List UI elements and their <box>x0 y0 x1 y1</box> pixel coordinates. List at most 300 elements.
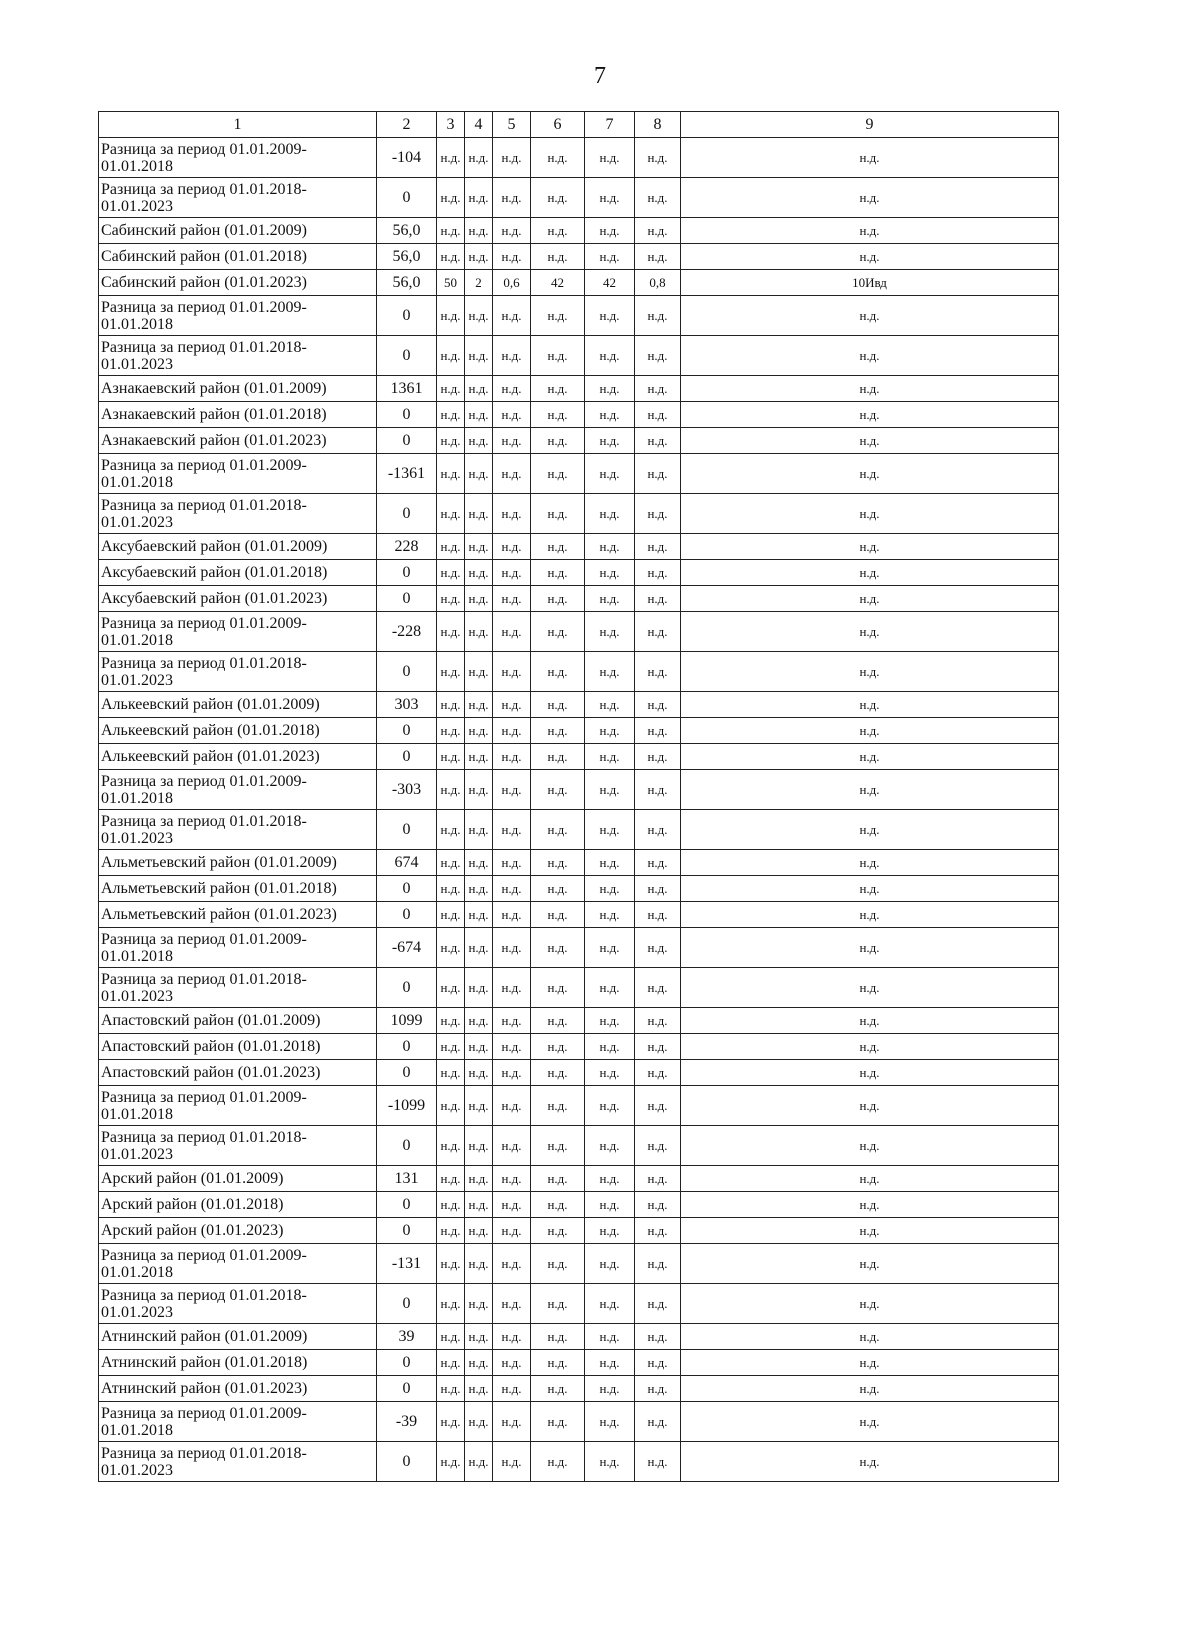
table-cell-col-9: н.д. <box>681 376 1059 402</box>
row-label-cell: Разница за период 01.01.2009-01.01.2018 <box>99 770 377 810</box>
row-label-cell: Разница за период 01.01.2009-01.01.2018 <box>99 1086 377 1126</box>
row-label-cell: Сабинский район (01.01.2009) <box>99 218 377 244</box>
table-cell-col-6: н.д. <box>531 902 585 928</box>
table-cell-col-7: н.д. <box>585 928 635 968</box>
table-cell-col-4: н.д. <box>465 1060 493 1086</box>
table-row <box>99 1008 1059 1034</box>
table-cell-col-8: н.д. <box>635 1166 681 1192</box>
table-cell-col-8: н.д. <box>635 1324 681 1350</box>
row-label-cell: Апастовский район (01.01.2009) <box>99 1008 377 1034</box>
row-label-cell: Аксубаевский район (01.01.2018) <box>99 560 377 586</box>
column-header-6: 6 <box>531 112 585 138</box>
table-cell-col-9: н.д. <box>681 1008 1059 1034</box>
table-cell-col-2: -674 <box>377 928 437 968</box>
table-cell-col-3: н.д. <box>437 244 465 270</box>
table-row <box>99 494 1059 534</box>
table-row <box>99 770 1059 810</box>
table-cell-col-9: н.д. <box>681 876 1059 902</box>
table-cell-col-2: 0 <box>377 494 437 534</box>
row-label-cell: Альметьевский район (01.01.2023) <box>99 902 377 928</box>
table-cell-col-7: н.д. <box>585 652 635 692</box>
table-cell-col-5: н.д. <box>493 1008 531 1034</box>
table-cell-col-7: н.д. <box>585 296 635 336</box>
table-cell-col-7: н.д. <box>585 612 635 652</box>
column-header-5: 5 <box>493 112 531 138</box>
row-label-cell: Азнакаевский район (01.01.2018) <box>99 402 377 428</box>
table-cell-col-2: 0 <box>377 744 437 770</box>
table-cell-col-5: 0,6 <box>493 270 531 296</box>
table-cell-col-3: н.д. <box>437 612 465 652</box>
table-cell-col-2: 674 <box>377 850 437 876</box>
table-cell-col-2: 56,0 <box>377 244 437 270</box>
table-cell-col-6: н.д. <box>531 1218 585 1244</box>
table-cell-col-9: н.д. <box>681 1284 1059 1324</box>
table-cell-col-9: н.д. <box>681 928 1059 968</box>
table-cell-col-4: н.д. <box>465 402 493 428</box>
table-cell-col-9: н.д. <box>681 336 1059 376</box>
table-cell-col-4: н.д. <box>465 612 493 652</box>
table-cell-col-6: н.д. <box>531 1126 585 1166</box>
row-label-cell: Разница за период 01.01.2018-01.01.2023 <box>99 810 377 850</box>
table-cell-col-5: н.д. <box>493 692 531 718</box>
table-row <box>99 270 1059 296</box>
table-cell-col-9: н.д. <box>681 612 1059 652</box>
table-row <box>99 1126 1059 1166</box>
table-cell-col-3: н.д. <box>437 296 465 336</box>
table-cell-col-8: н.д. <box>635 1060 681 1086</box>
table-cell-col-8: н.д. <box>635 1086 681 1126</box>
table-cell-col-6: н.д. <box>531 928 585 968</box>
table-cell-col-8: 0,8 <box>635 270 681 296</box>
table-cell-col-9: н.д. <box>681 1126 1059 1166</box>
table-cell-col-7: н.д. <box>585 138 635 178</box>
table-cell-col-9: н.д. <box>681 586 1059 612</box>
table-row <box>99 244 1059 270</box>
table-cell-col-9: н.д. <box>681 810 1059 850</box>
table-cell-col-8: н.д. <box>635 560 681 586</box>
table-cell-col-8: н.д. <box>635 1034 681 1060</box>
table-cell-col-2: 0 <box>377 1060 437 1086</box>
table-cell-col-7: н.д. <box>585 902 635 928</box>
table-cell-col-9: н.д. <box>681 402 1059 428</box>
row-label-cell: Разница за период 01.01.2018-01.01.2023 <box>99 178 377 218</box>
table-body <box>99 138 1059 1482</box>
table-cell-col-3: н.д. <box>437 1034 465 1060</box>
table-cell-col-8: н.д. <box>635 178 681 218</box>
page-number: 7 <box>594 63 606 89</box>
table-cell-col-6: н.д. <box>531 1442 585 1482</box>
table-cell-col-9: 10Ивд <box>681 270 1059 296</box>
table-cell-col-5: н.д. <box>493 1218 531 1244</box>
table-cell-col-6: н.д. <box>531 534 585 560</box>
table-cell-col-7: н.д. <box>585 1086 635 1126</box>
row-label-cell: Азнакаевский район (01.01.2023) <box>99 428 377 454</box>
table-cell-col-5: н.д. <box>493 376 531 402</box>
table-cell-col-9: н.д. <box>681 652 1059 692</box>
table-cell-col-9: н.д. <box>681 1192 1059 1218</box>
table-row <box>99 218 1059 244</box>
column-header-9: 9 <box>681 112 1059 138</box>
table-cell-col-4: н.д. <box>465 692 493 718</box>
table-cell-col-5: н.д. <box>493 336 531 376</box>
table-cell-col-4: н.д. <box>465 336 493 376</box>
table-cell-col-4: н.д. <box>465 1008 493 1034</box>
table-row <box>99 652 1059 692</box>
table-cell-col-7: н.д. <box>585 1166 635 1192</box>
row-label-cell: Атнинский район (01.01.2023) <box>99 1376 377 1402</box>
table-cell-col-2: 0 <box>377 1192 437 1218</box>
column-header-2: 2 <box>377 112 437 138</box>
table-cell-col-8: н.д. <box>635 244 681 270</box>
table-cell-col-6: н.д. <box>531 586 585 612</box>
table-cell-col-5: н.д. <box>493 652 531 692</box>
table-cell-col-5: н.д. <box>493 296 531 336</box>
table-cell-col-2: 56,0 <box>377 270 437 296</box>
table-cell-col-7: н.д. <box>585 534 635 560</box>
table-cell-col-8: н.д. <box>635 902 681 928</box>
table-row <box>99 336 1059 376</box>
table-cell-col-4: н.д. <box>465 770 493 810</box>
table-cell-col-3: н.д. <box>437 652 465 692</box>
table-cell-col-6: н.д. <box>531 744 585 770</box>
table-cell-col-2: 0 <box>377 336 437 376</box>
table-row <box>99 928 1059 968</box>
table-cell-col-2: -131 <box>377 1244 437 1284</box>
table-cell-col-3: н.д. <box>437 1350 465 1376</box>
table-cell-col-4: н.д. <box>465 178 493 218</box>
table-cell-col-6: н.д. <box>531 1284 585 1324</box>
table-cell-col-8: н.д. <box>635 586 681 612</box>
table-cell-col-4: н.д. <box>465 1034 493 1060</box>
table-cell-col-2: 0 <box>377 1218 437 1244</box>
row-label-cell: Атнинский район (01.01.2009) <box>99 1324 377 1350</box>
table-row <box>99 1060 1059 1086</box>
table-cell-col-6: н.д. <box>531 1008 585 1034</box>
table-cell-col-4: н.д. <box>465 1086 493 1126</box>
table-cell-col-4: 2 <box>465 270 493 296</box>
table-cell-col-8: н.д. <box>635 718 681 744</box>
table-row <box>99 1244 1059 1284</box>
table-cell-col-5: н.д. <box>493 1192 531 1218</box>
table-cell-col-5: н.д. <box>493 1166 531 1192</box>
table-cell-col-8: н.д. <box>635 744 681 770</box>
table-cell-col-4: н.д. <box>465 928 493 968</box>
table-cell-col-2: 0 <box>377 1034 437 1060</box>
table-cell-col-8: н.д. <box>635 928 681 968</box>
table-cell-col-3: н.д. <box>437 1086 465 1126</box>
table-cell-col-9: н.д. <box>681 244 1059 270</box>
table-cell-col-3: н.д. <box>437 928 465 968</box>
table-cell-col-2: 0 <box>377 968 437 1008</box>
table-cell-col-7: н.д. <box>585 1126 635 1166</box>
table-cell-col-3: н.д. <box>437 560 465 586</box>
table-cell-col-2: 0 <box>377 428 437 454</box>
row-label-cell: Алькеевский район (01.01.2018) <box>99 718 377 744</box>
table-cell-col-8: н.д. <box>635 1284 681 1324</box>
table-cell-col-9: н.д. <box>681 494 1059 534</box>
table-cell-col-3: н.д. <box>437 1166 465 1192</box>
table-cell-col-5: н.д. <box>493 534 531 560</box>
row-label-cell: Атнинский район (01.01.2018) <box>99 1350 377 1376</box>
table-cell-col-7: н.д. <box>585 586 635 612</box>
table-cell-col-8: н.д. <box>635 1192 681 1218</box>
table-cell-col-6: н.д. <box>531 494 585 534</box>
table-cell-col-9: н.д. <box>681 1060 1059 1086</box>
table-cell-col-3: н.д. <box>437 1192 465 1218</box>
table-cell-col-2: -39 <box>377 1402 437 1442</box>
table-cell-col-6: н.д. <box>531 1192 585 1218</box>
table-cell-col-9: н.д. <box>681 534 1059 560</box>
table-cell-col-4: н.д. <box>465 376 493 402</box>
table-cell-col-4: н.д. <box>465 876 493 902</box>
table-cell-col-4: н.д. <box>465 1126 493 1166</box>
table-cell-col-3: н.д. <box>437 1442 465 1482</box>
table-cell-col-5: н.д. <box>493 1284 531 1324</box>
table-cell-col-7: н.д. <box>585 850 635 876</box>
table-cell-col-2: 0 <box>377 586 437 612</box>
table-cell-col-4: н.д. <box>465 1166 493 1192</box>
row-label-cell: Разница за период 01.01.2018-01.01.2023 <box>99 1284 377 1324</box>
table-cell-col-7: н.д. <box>585 692 635 718</box>
table-cell-col-8: н.д. <box>635 454 681 494</box>
table-cell-col-2: 0 <box>377 1376 437 1402</box>
table-cell-col-7: н.д. <box>585 1192 635 1218</box>
table-cell-col-5: н.д. <box>493 612 531 652</box>
table-cell-col-8: н.д. <box>635 296 681 336</box>
table-cell-col-8: н.д. <box>635 1350 681 1376</box>
row-label-cell: Разница за период 01.01.2009-01.01.2018 <box>99 612 377 652</box>
table-cell-col-3: н.д. <box>437 138 465 178</box>
table-cell-col-4: н.д. <box>465 652 493 692</box>
table-cell-col-9: н.д. <box>681 1086 1059 1126</box>
table-cell-col-6: н.д. <box>531 1350 585 1376</box>
table-cell-col-4: н.д. <box>465 586 493 612</box>
table-cell-col-6: н.д. <box>531 1402 585 1442</box>
row-label-cell: Апастовский район (01.01.2018) <box>99 1034 377 1060</box>
table-cell-col-4: н.д. <box>465 494 493 534</box>
table-cell-col-2: 0 <box>377 876 437 902</box>
row-label-cell: Разница за период 01.01.2018-01.01.2023 <box>99 494 377 534</box>
table-cell-col-5: н.д. <box>493 1086 531 1126</box>
table-cell-col-6: н.д. <box>531 652 585 692</box>
table-cell-col-7: н.д. <box>585 1324 635 1350</box>
table-cell-col-3: н.д. <box>437 1324 465 1350</box>
table-cell-col-3: н.д. <box>437 178 465 218</box>
table-cell-col-2: 0 <box>377 560 437 586</box>
table-cell-col-2: 1361 <box>377 376 437 402</box>
table-cell-col-6: н.д. <box>531 560 585 586</box>
table-cell-col-9: н.д. <box>681 744 1059 770</box>
table-cell-col-8: н.д. <box>635 428 681 454</box>
table-cell-col-7: н.д. <box>585 1442 635 1482</box>
table-cell-col-2: -1099 <box>377 1086 437 1126</box>
table-cell-col-6: н.д. <box>531 968 585 1008</box>
table-cell-col-8: н.д. <box>635 770 681 810</box>
table-cell-col-7: н.д. <box>585 1060 635 1086</box>
table-cell-col-9: н.д. <box>681 454 1059 494</box>
table-row <box>99 560 1059 586</box>
table-cell-col-9: н.д. <box>681 560 1059 586</box>
table-cell-col-6: н.д. <box>531 454 585 494</box>
table-cell-col-7: 42 <box>585 270 635 296</box>
column-header-4: 4 <box>465 112 493 138</box>
row-label-cell: Сабинский район (01.01.2023) <box>99 270 377 296</box>
table-cell-col-6: н.д. <box>531 402 585 428</box>
table-cell-col-9: н.д. <box>681 1218 1059 1244</box>
table-cell-col-2: -104 <box>377 138 437 178</box>
table-cell-col-3: н.д. <box>437 1060 465 1086</box>
table-cell-col-5: н.д. <box>493 1442 531 1482</box>
table-cell-col-4: н.д. <box>465 454 493 494</box>
table-cell-col-9: н.д. <box>681 1034 1059 1060</box>
table-cell-col-9: н.д. <box>681 1350 1059 1376</box>
table-cell-col-5: н.д. <box>493 902 531 928</box>
table-cell-col-8: н.д. <box>635 1402 681 1442</box>
table-cell-col-7: н.д. <box>585 968 635 1008</box>
table-cell-col-7: н.д. <box>585 178 635 218</box>
table-cell-col-2: 0 <box>377 1284 437 1324</box>
table-cell-col-4: н.д. <box>465 244 493 270</box>
column-header-7: 7 <box>585 112 635 138</box>
table-cell-col-4: н.д. <box>465 1402 493 1442</box>
table-cell-col-6: н.д. <box>531 138 585 178</box>
table-row <box>99 1086 1059 1126</box>
table-cell-col-6: н.д. <box>531 1034 585 1060</box>
table-cell-col-4: н.д. <box>465 1244 493 1284</box>
table-cell-col-5: н.д. <box>493 402 531 428</box>
table-cell-col-9: н.д. <box>681 902 1059 928</box>
table-cell-col-3: н.д. <box>437 494 465 534</box>
row-label-cell: Разница за период 01.01.2018-01.01.2023 <box>99 652 377 692</box>
table-cell-col-8: н.д. <box>635 218 681 244</box>
table-cell-col-4: н.д. <box>465 218 493 244</box>
table-row <box>99 1218 1059 1244</box>
table-cell-col-3: н.д. <box>437 454 465 494</box>
table-cell-col-5: н.д. <box>493 850 531 876</box>
table-cell-col-5: н.д. <box>493 968 531 1008</box>
table-row <box>99 1324 1059 1350</box>
table-cell-col-3: н.д. <box>437 534 465 560</box>
table-cell-col-8: н.д. <box>635 692 681 718</box>
table-row <box>99 376 1059 402</box>
table-cell-col-7: н.д. <box>585 560 635 586</box>
table-cell-col-6: н.д. <box>531 1166 585 1192</box>
table-cell-col-8: н.д. <box>635 1376 681 1402</box>
table-row <box>99 1402 1059 1442</box>
table-cell-col-7: н.д. <box>585 1284 635 1324</box>
table-cell-col-5: н.д. <box>493 718 531 744</box>
table-cell-col-6: н.д. <box>531 810 585 850</box>
table-row <box>99 1442 1059 1482</box>
table-row <box>99 1192 1059 1218</box>
table-cell-col-6: н.д. <box>531 336 585 376</box>
table-row <box>99 744 1059 770</box>
table-cell-col-9: н.д. <box>681 428 1059 454</box>
table-cell-col-7: н.д. <box>585 1376 635 1402</box>
table-cell-col-3: н.д. <box>437 1402 465 1442</box>
table-cell-col-7: н.д. <box>585 1402 635 1442</box>
row-label-cell: Арский район (01.01.2023) <box>99 1218 377 1244</box>
table-cell-col-5: н.д. <box>493 1060 531 1086</box>
table-cell-col-5: н.д. <box>493 1376 531 1402</box>
table-cell-col-6: н.д. <box>531 612 585 652</box>
table-cell-col-6: н.д. <box>531 1324 585 1350</box>
table-cell-col-5: н.д. <box>493 138 531 178</box>
table-cell-col-6: н.д. <box>531 244 585 270</box>
table-cell-col-4: н.д. <box>465 534 493 560</box>
table-cell-col-7: н.д. <box>585 1218 635 1244</box>
table-cell-col-5: н.д. <box>493 428 531 454</box>
table-cell-col-8: н.д. <box>635 376 681 402</box>
table-cell-col-5: н.д. <box>493 876 531 902</box>
table-cell-col-5: н.д. <box>493 244 531 270</box>
table-row <box>99 1166 1059 1192</box>
table-cell-col-2: 303 <box>377 692 437 718</box>
table-cell-col-4: н.д. <box>465 428 493 454</box>
table-cell-col-3: н.д. <box>437 692 465 718</box>
table-cell-col-2: 0 <box>377 402 437 428</box>
table-cell-col-7: н.д. <box>585 770 635 810</box>
table-cell-col-8: н.д. <box>635 968 681 1008</box>
table-cell-col-6: н.д. <box>531 218 585 244</box>
row-label-cell: Разница за период 01.01.2018-01.01.2023 <box>99 1442 377 1482</box>
table-cell-col-2: 39 <box>377 1324 437 1350</box>
table-row <box>99 902 1059 928</box>
header-row <box>99 112 1059 138</box>
table-row <box>99 586 1059 612</box>
table-cell-col-5: н.д. <box>493 1244 531 1284</box>
table-row <box>99 1376 1059 1402</box>
table-cell-col-3: н.д. <box>437 336 465 376</box>
table-cell-col-4: н.д. <box>465 296 493 336</box>
table-cell-col-6: н.д. <box>531 876 585 902</box>
table-cell-col-9: н.д. <box>681 138 1059 178</box>
table-cell-col-4: н.д. <box>465 1324 493 1350</box>
table-row <box>99 428 1059 454</box>
table-cell-col-4: н.д. <box>465 1376 493 1402</box>
table-cell-col-6: н.д. <box>531 718 585 744</box>
table-cell-col-9: н.д. <box>681 218 1059 244</box>
table-cell-col-9: н.д. <box>681 692 1059 718</box>
table-cell-col-4: н.д. <box>465 968 493 1008</box>
column-header-8: 8 <box>635 112 681 138</box>
table-cell-col-7: н.д. <box>585 218 635 244</box>
table-cell-col-4: н.д. <box>465 744 493 770</box>
table-cell-col-5: н.д. <box>493 1034 531 1060</box>
table-cell-col-2: -1361 <box>377 454 437 494</box>
table-row <box>99 534 1059 560</box>
data-table <box>98 111 1059 1482</box>
table-cell-col-8: н.д. <box>635 402 681 428</box>
table-cell-col-9: н.д. <box>681 1376 1059 1402</box>
table-cell-col-6: н.д. <box>531 178 585 218</box>
table-row <box>99 1284 1059 1324</box>
table-cell-col-8: н.д. <box>635 534 681 560</box>
table-cell-col-4: н.д. <box>465 850 493 876</box>
table-cell-col-7: н.д. <box>585 1350 635 1376</box>
table-cell-col-3: н.д. <box>437 1008 465 1034</box>
table-cell-col-9: н.д. <box>681 968 1059 1008</box>
table-cell-col-2: 0 <box>377 652 437 692</box>
table-cell-col-3: н.д. <box>437 402 465 428</box>
table-cell-col-8: н.д. <box>635 336 681 376</box>
table-cell-col-3: н.д. <box>437 1126 465 1166</box>
table-cell-col-5: н.д. <box>493 454 531 494</box>
table-cell-col-8: н.д. <box>635 138 681 178</box>
table-cell-col-5: н.д. <box>493 1402 531 1442</box>
table-cell-col-2: 0 <box>377 718 437 744</box>
table-cell-col-2: 0 <box>377 1350 437 1376</box>
